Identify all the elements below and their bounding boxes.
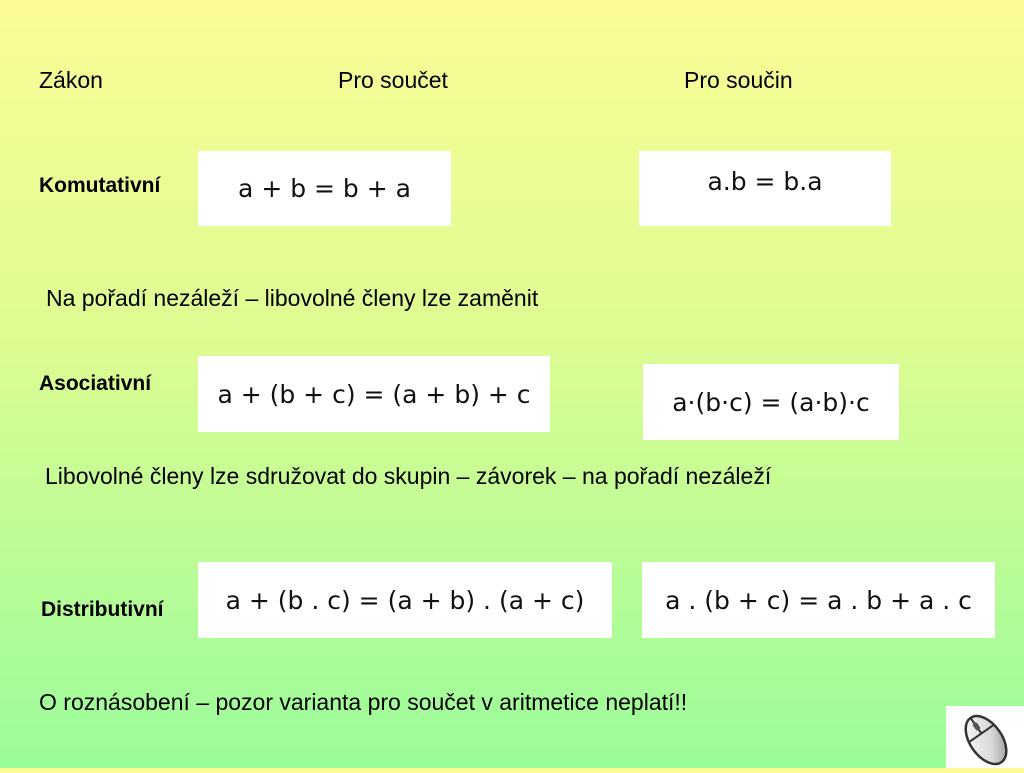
commutative-sum-text: a + b = b + a xyxy=(238,174,411,203)
commutative-product-formula xyxy=(639,151,891,226)
law-name-distributive: Distributivní xyxy=(41,598,164,621)
law-name-commutative: Komutativní xyxy=(39,174,161,197)
associative-sum-text: a + (b + c) = (a + b) + c xyxy=(217,379,531,409)
header-sum: Pro součet xyxy=(338,67,448,93)
commutative-note: Na pořadí nezáleží – libovolné členy lze zaměnit xyxy=(46,285,539,311)
commutative-sum-formula xyxy=(198,151,451,226)
distributive-product-formula xyxy=(642,562,995,638)
distributive-sum-text: a + (b . c) = (a + b) . (a + c) xyxy=(225,585,585,615)
header-product: Pro součin xyxy=(684,67,793,93)
computer-mouse-icon[interactable] xyxy=(946,706,1024,768)
header-law: Zákon xyxy=(39,67,103,93)
associative-product-text: a·(b·c) = (a·b)·c xyxy=(672,387,870,417)
distributive-note: O roznásobení – pozor varianta pro součet v aritmetice neplatí!! xyxy=(39,689,688,715)
commutative-product-text: a.b = b.a xyxy=(707,167,823,196)
associative-note: Libovolné členy lze sdružovat do skupin – závorek – na pořadí nezáleží xyxy=(45,463,772,489)
associative-sum-formula xyxy=(198,356,550,432)
law-name-associative: Asociativní xyxy=(39,372,152,395)
distributive-sum-formula xyxy=(198,562,612,638)
computer-mouse-icon-graphic xyxy=(946,706,1024,768)
distributive-product-text: a . (b + c) = a . b + a . c xyxy=(665,585,972,615)
associative-product-formula xyxy=(643,364,899,440)
